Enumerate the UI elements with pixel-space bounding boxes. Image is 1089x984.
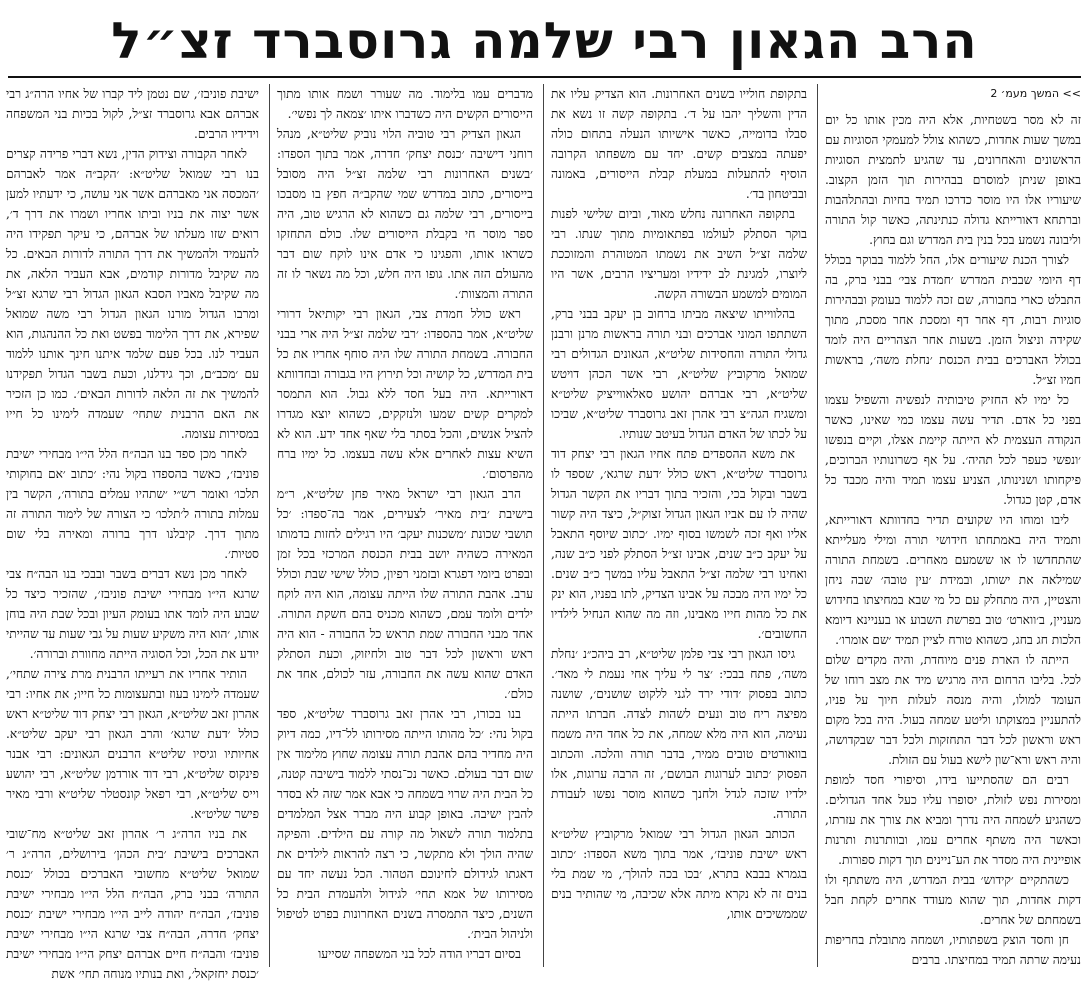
paragraph: לצורך הכנת שיעורים אלו, החל ללמוד בבוקר בכולל דף היומי שבבית המדרש ׳חמדת צבי׳ בבני ברק, בה התבלט כארי בחבורה, שם זכה ללמוד בעומק ובבהירות סוגיות רבות, דף אחר דף ומסכת אחר מסכת, מתוך שקידה וניצול הזמן. בשעות אחר הצהריים היה לומד בכולל האברכים בבית הכנסת ׳נחלת משה׳, בראשות חמיו זצ״ל. <box>825 253 1081 387</box>
paragraph: את משא ההספדים פתח אחיו הגאון רבי יצחק דוד גרוסברד שליט״א, ראש כולל ׳דעת שרגא׳, שספד לו בשבר ובקול בכי, והזכיר בתוך דבריו את הקשר הגדול שהיה לו עם אביו הגאון הגדול זצוק״ל, כיצד היה קשור אליו ואף זכה לשמשו בסוף ימיו. ׳כתוב שיוסף התאבל על יעקב כ״ב שנים, אבינו זצ״ל הסתלק לפני כ״ב שנה, ואחינו רבי שלמה זצ״ל התאבל עליו במשך כ״ב שנים. כל ימיו היה מבכה על אבינו הצדיק, לתו בפניו, הוא ינק את כל מהות חייו מאבינו, וזה מה שהוא הנחיל לילדיו החשובים׳. <box>551 447 807 641</box>
paragraph: לאחר מכן ספד בנו הבה״ח הלל הי״ו מבחירי ישיבת פוניבז׳, כאשר בהספדו בקול נהי: ׳כתוב ׳אם בחוקותי תלכו׳ ואומר רש״י ׳שתהיו עמלים בתורה׳, הקשר בין עמלות בתורה ל׳תלכו׳ כי הצורה של לימוד התורה זה מתוך דרך. קיבלנו דרך ברורה ומאירה בלי שום סטיות׳. <box>6 447 259 561</box>
paragraph: הרב הגאון רבי ישראל מאיר פחן שליט״א, ר״מ בישיבת ׳בית מאיר׳ לצעירים, אמר בה־ספדו: ׳כל תושבי שכונת ׳משכנות יעקב׳ היו רגילים לחזות בדמותו המאירה כשהיה יושב בבית הכנסת המרכזי בכל זמן ובפרט ביומי דפגרא ובזמני רפיון, כולל שישי שבת וכולל ערב. אהבת התורה שלו הייתה עצומה, הוא היה לוקח ילדים ולומד עמם, כשהוא מכניס בהם חשקת התורה. אחד מבני החבורה שמת תראש כל החבורה - הוא היה ראש וראשון לכל דבר טוב ולחיזוק, וכעת הסתלק האדם שהוא עשה את החבורה, עזר לכולם, אחד את כולם׳. <box>277 487 533 701</box>
paragraph: בתקופה האחרונה נחלש מאוד, וביום שלישי לפנות בוקר הסתלק לעולמו בפתאומיות מתוך שנתו. רבי שלמה זצ״ל השיב את נשמתו המטוהרת והמזוככת ליוצרו, למגינת לב ידידיו ומעריציו הרבים, אשר היו המומים למשמע הבשורה הקשה. <box>551 207 807 301</box>
paragraph: בתקופת חולייו בשנים האחרונות. הוא הצדיק עליו את הדין והשליך יהבו על ד׳. בתקופה קשה זו נשא את סבלו בדומייה, כאשר אישיותו הנעלה בתחום כולה יפעתה במצבים קשים. יחד עם משפחתו הקרובה הוסיף להתעלות במעלת קבלת הייסורים, באמונה ובביטחון בד׳. <box>551 87 807 201</box>
paragraph: בנו בכורו, רבי אהרן זאב גרוסברד שליט״א, ספד בקול נהי: ׳כל מהותו הייתה מסירותו לל־דיו, כמה דיוק היה מחדיר בהם אהבת תורה עצומה שחוץ מלימוד אין שום דבר בעולם. כאשר נכ־נסתי ללמוד בישיבה קטנה, כל הבית היה שרוי בשמחה כי אבא אמר שזה לא בסדר להבין ישיבה. באופן קבוע היה מברר אצל המלמדים בתלמוד תורה לשאול מה קורה עם הילדים. והפיקה שהיה הולך ולא מתקשר, כי רצה להראות לילדים את דאגתו לגידולם לחינוכם הטהור. הכל נעשה יחד עם מסירותו של אמא תחי׳ לגידול ולהעמדת הבית כל השנים, כיצד התמסרה בשנים האחרונות בפרט לטיפול ולניהול הבית׳. <box>277 707 533 941</box>
headline-rule <box>8 76 1081 78</box>
continued-from-label: >> המשך מעמ׳ 2 <box>990 87 1081 100</box>
paragraph: רבים הם שהסתייעו בידו, וסיפורי חסד למופת ומסירות נפש לזולת, יסופרו עליו כעל אחד הגדולים. כשהגיע לשמחה היה נדרך ומביא את צורך את עזרתו, וכאשר היה משתף אחרים עמו, ובוותרנות ותרנות אופיינית היה מסדר את הע־ניינים תוך דקות ספורות. <box>825 773 1081 867</box>
paragraph: כל ימיו לא החזיק טיבותיה לנפשיה והשפיל עצמו בפני כל אדם. תדיר עשה עצמו כמי שאינו, כאשר הנקודה העצמית לא הייתה קיימת אצלו, וקיים בנפשו ׳ונפשי כעפר לכל תהיה׳. על אף כשרונותיו הברוכים, פיקחותו ושנינותו, הצניע עצמו תמיד והיה מכבד כל אדם, קטן כגדול. <box>825 393 1081 507</box>
article-column-4 <box>6 84 259 981</box>
paragraph: הכותב הגאון הגדול רבי שמואל מרקוביץ שליט״א ראש ישיבת פוניבז׳, אמר בתוך משא הספדו: ׳כתוב בגמרא בבבא בתרא, ׳בכו בכה להולך׳, מי שמת בלי בנים זה לא נקרא מיתה אלא שכיבה, מי שהותיר בנים שממשיכים אותו, <box>551 827 807 921</box>
paragraph: לאחר הקבורה וצידוק הדין, נשא דברי פרידה קצרים בנו רבי שמואל שליט״א: ׳הקב״ה אמר לאברהם ׳המכסה אני מאברהם אשר אני עושה, כי ידעתיו למען אשר יצוה את בניו וביתו אחריו ושמרו את דרך ד׳, רואים שזו מעלתו של אברהם, כי עיקר תפקידו היה להעמיד ולהמשיך את דרך התורה לדורות הבאים. כל מה שקיבל מדורות קודמים, אבא העביר הלאה, את מה שקיבל מאביו הסבא הגאון הגדול רבי שרגא זצ״ל ומרבו הגדול מורנו הגאון הגדול רבי משה שמואל שפירא, את דרך הלימוד בפשט ואת כל ההנהגות, הוא העביר לנו. בכל פעם שלמד איתנו חינך אותנו ללמוד עם ׳מכב״ם, וכך גידלנו, וכעת בשבר הגדול תפקידנו להמשיך את זה הלאה לדורות הבאים׳. כמו כן הזכיר את האם הרבנית שתחי׳ שעמדה לימינו כל חייו במסירות עצומה. <box>6 147 259 441</box>
column-divider <box>817 84 818 967</box>
paragraph: זה לא מסר בשטחיות, אלא היה מכין אותו כל יום במשך שעות אחדות, כשהוא צולל למעמקי הסוגיות עם הראשונים והאחרונים, עד שהגיע לתמצית הסוגיות באופן שניתן למוסרם בבהירות תוך הזמן הקצוב. שיעוריו אלו היו מוסר כדרכו תמיד בחיות ובהתלהבות וברתחא דאורייתא גדולה כנתינתה, כאשר קול התורה וליבונה נשמע בכל בנין בית המדרש וגם בחוץ. <box>825 113 1081 247</box>
paragraph: בהלווייתו שיצאה מביתו ברחוב בן יעקב בבני ברק, השתתפו המוני אברכים ובני תורה בראשות מרנן ורבנן גדולי התורה והחסידות שליט״א, הגאונים הגדולים רבי שמואל מרקוביץ שליט״א, רבי אשר הכהן דויטש שליט״א, רבי אברהם יהושע סאלאווייציק שליט״א ומשגיח הגה״צ רבי אהרן זאב גרוסברד שליט״א, שביכו על לכתו של האדם הגדול בעיטב שנותיו. <box>551 307 807 441</box>
paragraph: הייתה לו הארת פנים מיוחדת, והיה מקדים שלום לכל. בליבו הרחום היה מרגיש מיד את מצב רוחו של העומד למולו, והיה מנסה לעלות חיוך על פניו, להתעניין במצוקתו וליטע שמחה בעול. היה בכל מקום ראש וראשון לכל דבר התחזקות ולכל דבר שבקדושה, והיה ראש ורא־שון לישא בעול עם הזולת. <box>825 653 1081 767</box>
column-divider <box>269 84 270 967</box>
paragraph: בסיום דבריו הודה לכל בני המשפחה שסייעו <box>318 947 521 961</box>
paragraph: חן וחסד הוצק בשפתותיו, ושמחה מתובלת בחריפות נעימה שרתה תמיד במחיצתו. ברבים <box>825 933 1081 967</box>
paragraph: את בניו הרה״ג ר׳ אהרון זאב שליט״א מח־שובי האברכים בישיבת ׳בית הכהן׳ בירושלים, הרה״ג ר׳ שמואל שליט״א מחשובי האברכים בכולל ׳כנסת התורה׳ בבני ברק, הבה״ח הלל הי״ו מבחירי ישיבת פוניבז׳, הבה״ח יהודה לייב הי״ו מבחירי ישיבת ׳כנסת יצחק׳ חדרה, הבה״ח צבי שרגא הי״ו מבחירי ישיבת פוניבז׳ והבה״ח חיים אברהם יצחק הי״ו מבחירי ישיבת ׳כנסת יחזקאל׳, ואת בנותיו מנוחה תחי׳ אשת <box>6 827 259 981</box>
article-column-3 <box>277 84 533 971</box>
paragraph: ישיבת פוניבז׳, שם נטמן ליד קברו של אחיו הרה״ג רבי אברהם אבא גרוסברד זצ״ל, לקול בכיות בני המשפחה וידידיו הרבים. <box>6 87 259 141</box>
headline: הרב הגאון רבי שלמה גרוסברד זצ״ל <box>111 12 978 70</box>
paragraph: הותיר אחריו את רעייתו הרבנית מרת צירה שתחי׳, שעמדה לימינו בעוז ובתעצומות כל חייו; את אחיו: רבי אהרון זאב שליט״א, הגאון רבי יצחק דוד שליט״א ראש כולל ׳דעת שרגא׳ והרב הגאון רבי יעקב שליט״א. אחיותיו וגיסיו שליט״א הרבנים הגאונים: רבי אבנר פינקוס שליט״א, רבי דוד אורדמן שליט״א, רבי יהושע וייס שליט״א, רבי רפאל קונסטלר שליט״א ורבי מאיר פישר שליט״א. <box>6 667 259 821</box>
paragraph: לאחר מכן נשא דברים בשבר ובבכי בנו הבה״ח צבי שרגא הי״ו מבחירי ישיבת פוניבז׳, שהזכיר כיצד כל שבוע היה לומד אתו בעומק העיון ובכל שבת היה בוחן אותו, ׳הוא היה משקיע שעות על גבי שעות עד שהייתי יודע את הכל, וכל הסוגיה הייתה מחוורת וברורה׳. <box>6 567 259 661</box>
paragraph: גיסו הגאון רבי צבי פלמן שליט״א, רב ביהכ״נ ׳נחלת משה׳, פתח בבכי: ׳צר לי עליך אחי נעמת לי מאד׳. כתוב בפסוק ׳דודי ירד לגני ללקוט שושנים׳, שושנה מפיצה ריח טוב ונעים לשהות לצדה. חברתו הייתה נעימה, הוא היה מלא שמחה, את כל אחד היה משמח בוואורטים טובים ממיר, בדבר תורה והלכה. והכתוב הפסוק ׳כתוב לערוגות הבושם׳, זה הרבה ערוגות, אלו ילדיו שזכה לגדל ולחנך כשהוא מוסר נפשו לעבודת התורה. <box>551 647 807 821</box>
paragraph: ראש כולל חמדת צבי, הגאון רבי יקותיאל דרורי שליט״א, אמר בהספדו: ׳רבי שלמה זצ״ל היה ארי בבני החבורה. בשמחת התורה שלו היה סוחף אחריו את כל בית המדרש, כל קושיה וכל תירוץ היו בגבורה ובחדוותא דאורייתא. היה בעל חסד ללא גבול. הוא התמסר למקרים קשים שמעו ולנזקקים, כשהוא יוצא מגדרו להציל אנשים, והכל בסתר בלי שאף אחד ידע. הוא לא השיא עצות לאחרים אלא עשה בעצמו. כל ימיו ברח מהפרסום׳. <box>277 307 533 481</box>
column-divider <box>543 84 544 967</box>
paragraph: הגאון הצדיק רבי טוביה הלוי נוביק שליט״א, מנהל רוחני דישיבה ׳כנסת יצחק׳ חדרה, אמר בתוך הספדו: ׳בשנים האחרונות רבי שלמה זצ״ל היה מסובל בייסורים, כתוב במדרש שמי שהקב״ה חפץ בו מסבכו בייסורים, רבי שלמה גם כשהוא לא הרגיש טוב, היה ספר מוסר חי בקבלת הייסורים שלו. כולם התחזקו כשראו אותו, והפגינו כי אדם אינו לוקח שום דבר מהעולם הזה אתו. גופו היה חלש, וכל מה נשאר לו זה התורה והמצוות׳. <box>277 127 533 301</box>
paragraph: ליבו ומוחו היו שקועים תדיר בחדוותא דאורייתא, ותמיד היה באמתחתו חידושי תורה ומילי מעלייתא שהתחדשו לו או ששמעם מאחרים. בשמחת התורה שמילאה את ישותו, ובמידת ׳עין טובה׳ שבה ניחן והצטיין, היה מתחלק עם כל מי שבא במחיצתו בחידוש מעניין, ב׳ווארט׳ טוב בפרשת השבוע או בעניינא דיומא הלכות חג בחג, כשהוא טורח לציין תמיד ׳שם אומרו׳. <box>825 513 1081 647</box>
paragraph: כשהתקיים ׳קידוש׳ בבית המדרש, היה משתתף ולו דקות אחדות, תוך שהוא מעודד אחרים לקחת חבל בשמחתם של אחרים. <box>825 873 1081 927</box>
article-column-1 <box>825 84 1081 971</box>
paragraph: מדברים עמו בלימוד. מה שעורר ושמח אותו מתוך הייסורים הקשים היה כשדברו איתו ׳צמאה לך נפשי׳. <box>277 87 533 121</box>
article-column-2 <box>551 84 807 971</box>
